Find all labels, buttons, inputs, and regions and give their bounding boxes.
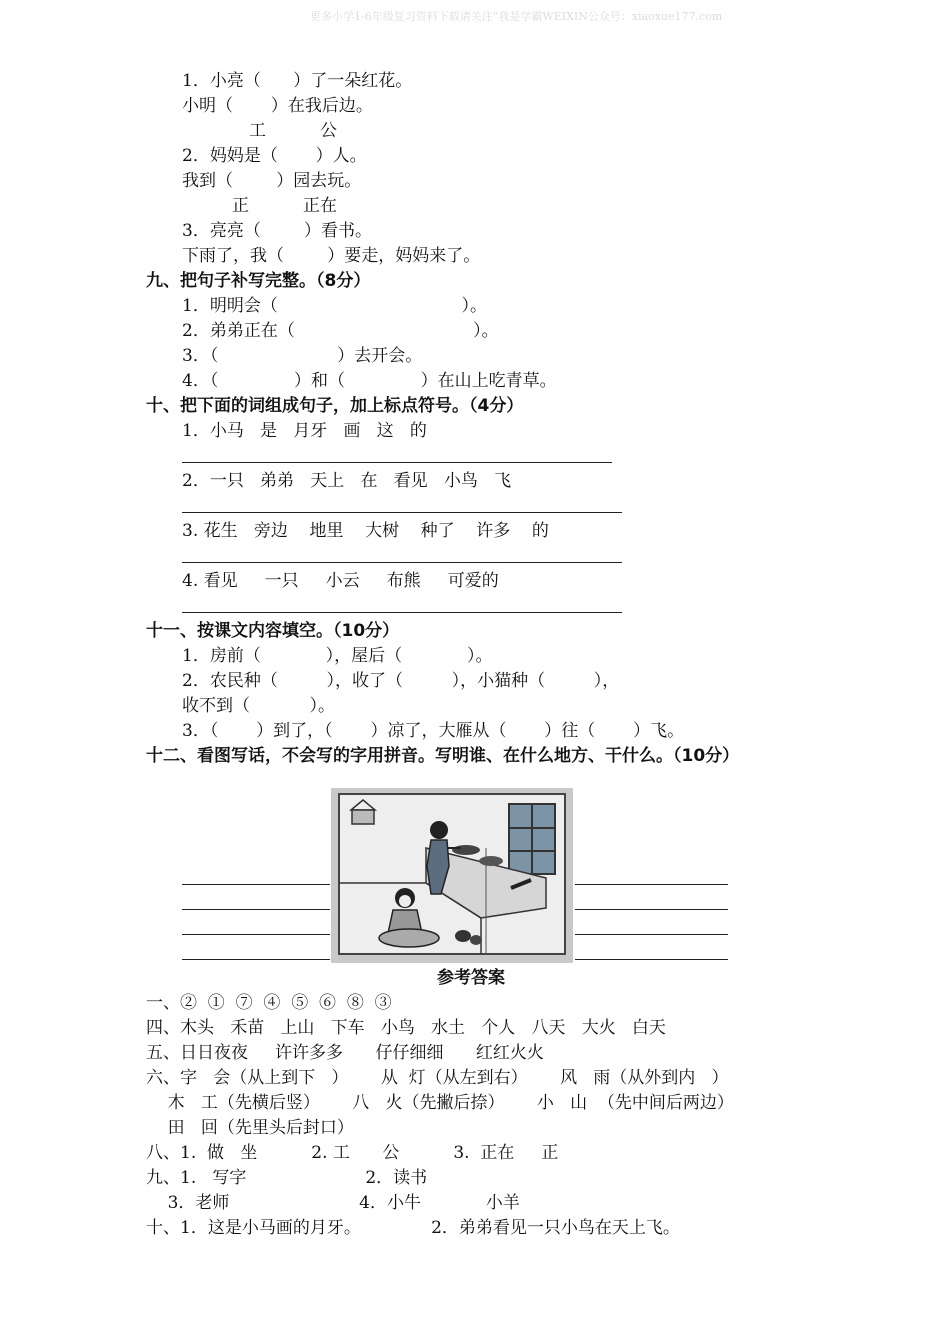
writing-line[interactable] [575, 884, 728, 885]
s11-q2a: 2．农民种（ ），收了（ ），小猫种（ ）， [182, 671, 620, 691]
section-12-title: 十二、看图写话，不会写的字用拼音。写明谁、在什么地方、干什么。（10分） [146, 746, 740, 766]
answers-title: 参考答案 [437, 968, 505, 988]
writing-line[interactable] [182, 909, 330, 910]
kitchen-picture [331, 788, 573, 963]
writing-line[interactable] [182, 934, 330, 935]
s8-q3b: 下雨了，我（ ）要走，妈妈来了。 [182, 246, 481, 266]
section-9-title: 九、把句子补写完整。（8分） [146, 271, 371, 291]
s8-options-1: 工 公 [249, 121, 338, 141]
answer-6c: 田 回（先里头后封口） [146, 1118, 354, 1138]
s11-q3: 3．（ ）到了，（ ）凉了，大雁从（ ）往（ ）飞。 [182, 721, 685, 741]
s10-q1: 1．小马 是 月牙 画 这 的 [182, 421, 427, 441]
answer-line[interactable] [182, 562, 622, 563]
answer-5: 五、日日夜夜 许许多多 仔仔细细 红红火火 [146, 1043, 544, 1063]
answer-4: 四、木头 禾苗 上山 下车 小鸟 水土 个人 八天 大火 白天 [146, 1018, 666, 1038]
writing-line[interactable] [575, 959, 728, 960]
writing-line[interactable] [575, 934, 728, 935]
s9-q4: 4．（ ）和（ ）在山上吃青草。 [182, 371, 557, 391]
answer-6b: 木 工（先横后竖） 八 火（先撇后捺） 小 山 （先中间后两边） [146, 1093, 734, 1113]
s8-q2b: 我到（ ）园去玩。 [182, 171, 362, 191]
s9-q1: 1．明明会（ ）。 [182, 296, 488, 316]
watermark: 更多小学1-6年级复习资料下载请关注“我是学霸WEIXIN公众号：xiaoxue177.com [310, 10, 723, 23]
writing-line[interactable] [182, 959, 330, 960]
s9-q2: 2．弟弟正在（ ）。 [182, 321, 499, 341]
writing-line[interactable] [575, 909, 728, 910]
section-11-title: 十一、按课文内容填空。（10分） [146, 621, 400, 641]
s8-q3a: 3．亮亮（ ）看书。 [182, 221, 373, 241]
section-10-title: 十、把下面的词组成句子，加上标点符号。（4分） [146, 396, 524, 416]
s8-q1a: 1．小亮（ ）了一朵红花。 [182, 71, 413, 91]
s8-q2a: 2．妈妈是（ ）人。 [182, 146, 367, 166]
s10-q3: 3. 花生 旁边 地里 大树 种了 许多 的 [182, 521, 549, 541]
s8-options-2: 正 正在 [232, 196, 338, 216]
s9-q3: 3．（ ）去开会。 [182, 346, 423, 366]
answer-line[interactable] [182, 462, 612, 463]
answer-6a: 六、字 会（从上到下 ） 从 灯（从左到右） 风 雨（从外到内 ） [146, 1068, 729, 1088]
s8-q1b: 小明（ ）在我后边。 [182, 96, 373, 116]
answer-line[interactable] [182, 612, 622, 613]
answer-10: 十、1．这是小马画的月牙。 2．弟弟看见一只小鸟在天上飞。 [146, 1218, 680, 1238]
answer-9a: 九、1. 写字 2．读书 [146, 1168, 428, 1188]
answer-9b: 3．老师 4．小牛 小羊 [146, 1193, 520, 1213]
s11-q1: 1．房前（ ），屋后（ ）。 [182, 646, 493, 666]
answer-8: 八、1. 做 坐 2. 工 公 3. 正在 正 [146, 1143, 559, 1163]
answer-line[interactable] [182, 512, 622, 513]
s11-q2b: 收不到（ ）。 [182, 696, 335, 716]
s10-q4: 4. 看见 一只 小云 布熊 可爱的 [182, 571, 499, 591]
writing-line[interactable] [182, 884, 330, 885]
answer-1: 一、② ① ⑦ ④ ⑤ ⑥ ⑧ ③ [146, 993, 392, 1013]
s10-q2: 2．一只 弟弟 天上 在 看见 小鸟 飞 [182, 471, 512, 491]
